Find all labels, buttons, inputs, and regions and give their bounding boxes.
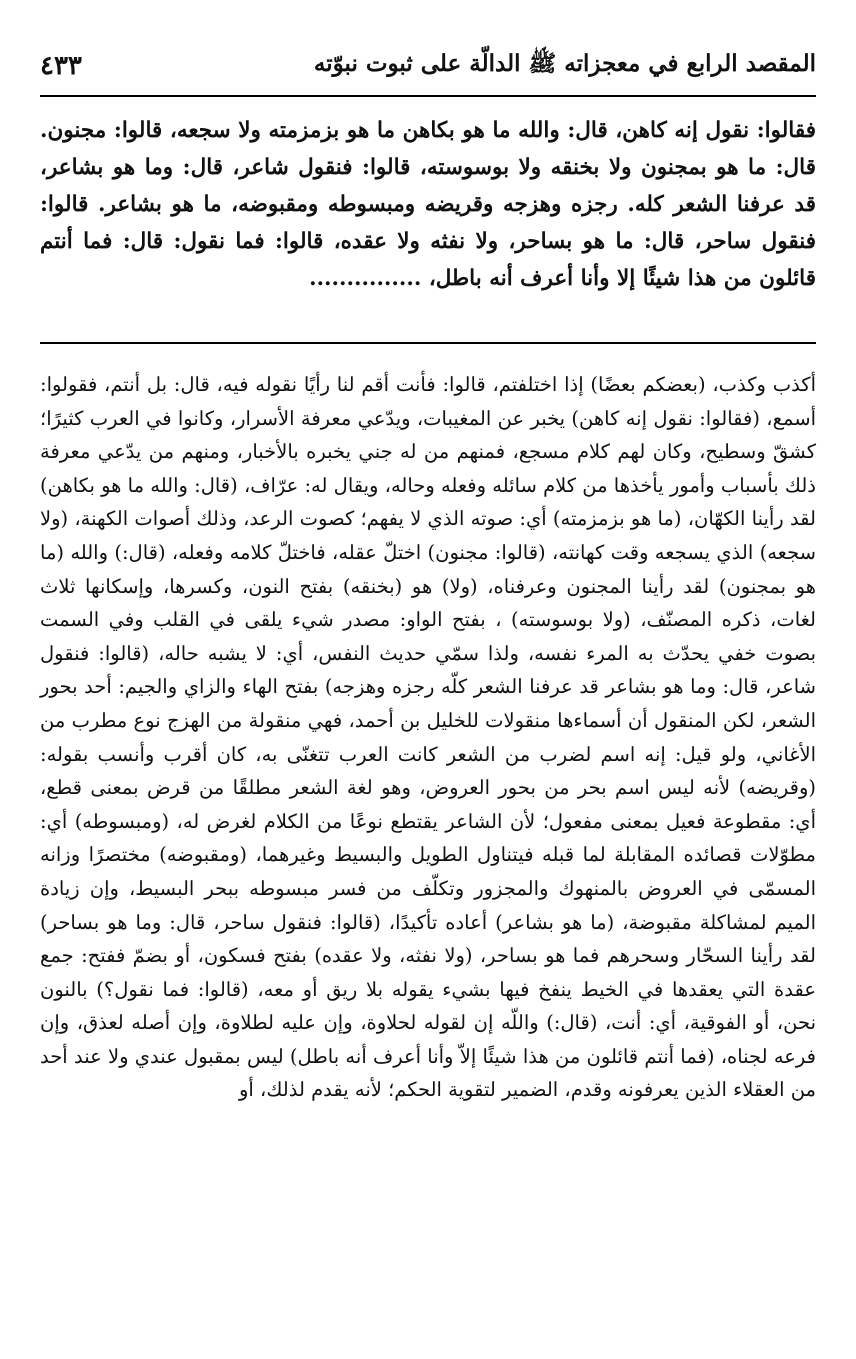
- commentary-paragraph: أكذب وكذب، (بعضكم بعضًا) إذا اختلفتم، قالوا: فأنت أقم لنا رأيًا نقوله فيه، قال: بل أنتم، فقولوا: أسمع، (فقالوا: نقول إنه كاهن) يخبر عن المغيبات، ويدّعي معرفة الأسرار، وكانوا في العرب كثيرًا؛ كشقّ وسطيح، وكان لهم كلام مسجع، فمنهم من له جني يخبره بالأخبار، ومنهم من يدّعي معرفة ذلك بأسباب وأمور يأخذها من كلام سائله وفعله وحاله، ويقال له: عرّاف، (قال: والله ما هو بكاهن) لقد رأينا الكهّان، (ما هو بزمزمته) أي: صوته الذي لا يفهم؛ كصوت الرعد، وذلك أصوات الكهنة، (ولا سجعه) الذي يسجعه وقت كهانته، (قالوا: مجنون) اختلّ عقله، فاختلّ كلامه وفعله، (قال:) والله (ما هو بمجنون) لقد رأينا المجنون وعرفناه، (ولا) هو (بخنقه) بفتح النون، وكسرها، وإسكانها ثلاث لغات، ذكره المصنّف، (ولا بوسوسته) ، بفتح الواو: مصدر شيء يلقى في القلب وفي السمت بصوت خفي يحدّث به المرء نفسه، ولذا سمّي حديث النفس، أي: لا يشبه حاله، (قالوا: فنقول شاعر، قال: وما هو بشاعر قد عرفنا الشعر كلّه رجزه وهزجه) بفتح الهاء والزاي والجيم: أحد بحور الشعر، لكن المنقول أن أسماءها منقولات للخليل بن أحمد، فهي منقولة من الهزج نوع مطرب من الأغاني، ولو قيل: إنه اسم لضرب من الشعر كانت العرب تتغنّى به، كان أقرب وأنسب بقوله: (وقريضه) لأنه ليس اسم بحر من بحور العروض، وهو لغة الشعر مطلقًا من قرض بمعنى قطع، أي: مقطوعة فعيل بمعنى مفعول؛ لأن الشاعر يقتطع نوعًا من الكلام لغرض له، (ومبسوطه) أي: مطوّلات قصائده المقابلة لما قبله فيتناول الطويل والبسيط وغيرهما، (ومقبوضه) مختصرًا وزانه المسمّى في العروض بالمنهوك والمجزور وتكلّف من فسر مبسوطه ببحر البسيط، وإن زيادة الميم لمشاكلة مقبوضة، (ما هو بشاعر) أعاده تأكيدًا، (قالوا: فنقول ساحر، قال: وما هو بساحر) لقد رأينا السحّار وسحرهم فما هو بساحر، (ولا نفثه، ولا عقده) بفتح فسكون، أو بضمّ ففتح: جمع عقدة التي يعقدها في الخيط ينفخ فيها بشيء يقوله بلا ريق أو معه، (قالوا: فما نقول؟) بالنون نحن، أو الفوقية، أي: أنت، (قال:) واللّه إن لقوله لحلاوة، وإن عليه لطلاوة، وإن أصله لعذق، وإن فرعه لجناه، (فما أنتم قائلون من هذا شيئًا إلاّ وأنا أعرف أنه باطل) ليس بمقبول عندي ولا عند أحد من العقلاء الذين يعرفونه وقدم، الضمير لتقوية الحكم؛ لأنه يقدم لذلك، أو: [40, 373, 816, 1102]
- header-title: المقصد الرابع في معجزاته ﷺ الدالّة على ثبوت نبوّته: [313, 50, 816, 77]
- running-header: [40, 40, 816, 92]
- matn-divider: [40, 342, 816, 344]
- matn-text-block: [40, 112, 816, 297]
- page-number: ٤٣٣: [40, 51, 82, 81]
- matn-paragraph: فقالوا: نقول إنه كاهن، قال: والله ما هو بكاهن ما هو بزمزمته ولا سجعه، قالوا: مجنون. قال: ما هو بمجنون ولا بخنقه ولا بوسوسته، قالوا: فنقول شاعر، قال: وما هو بشاعر، قد عرفنا الشعر كله. رجزه وهزجه وقريضه ومبسوطه ومقبوضه، ما هو بشاعر. قالوا: فنقول ساحر، قال: ما هو بساحر، ولا نفثه ولا عقده، قالوا: فما نقول: قال: فما أنتم قائلون من هذا شيئًا إلا وأنا أعرف أنه باطل، ...............: [40, 118, 816, 291]
- header-divider: [40, 95, 816, 97]
- commentary-text-block: [40, 368, 816, 1107]
